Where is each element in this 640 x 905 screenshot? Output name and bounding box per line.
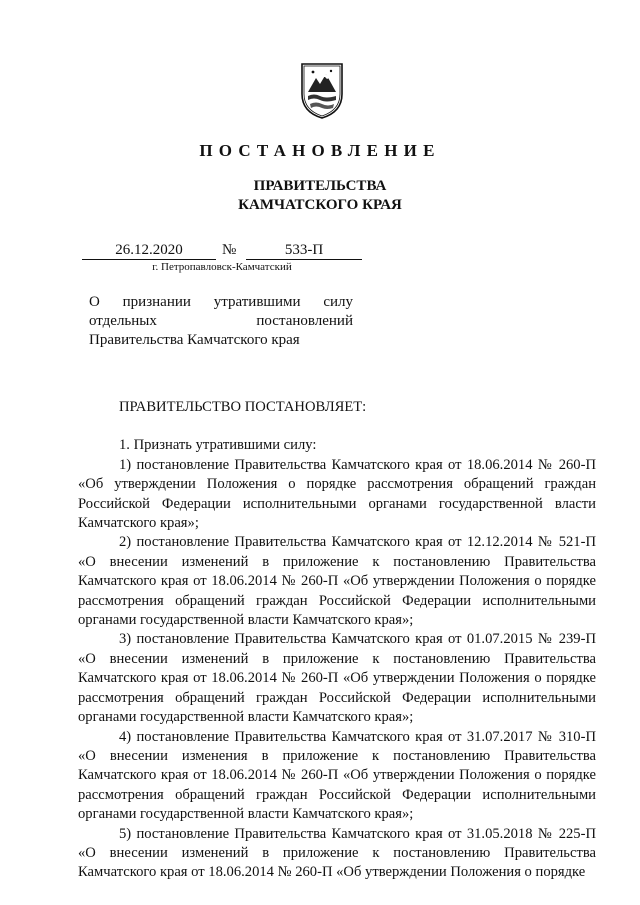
document-subject <box>89 293 353 350</box>
subject-line-3: Правительства Камчатского края <box>89 332 300 348</box>
number-sign: № <box>222 242 237 258</box>
coat-of-arms-icon <box>300 62 344 120</box>
document-number: 533-П <box>246 241 362 260</box>
subitem-3: 3) постановление Правительства Камчатского края от 01.07.2015 № 239-П «О внесении изменений в приложение к постановлению Правительства Камчатского края от 18.06.2014 № 260-П «Об утверждении Положения о порядке рассмотрения обращений граждан Российской Федерации исполнительными органами государственной власти Камчатского края»; <box>78 631 596 726</box>
issuing-authority <box>0 177 640 215</box>
authority-line-2: КАМЧАТСКОГО КРАЯ <box>238 197 402 213</box>
item-1: 1. Признать утратившими силу: <box>119 437 317 454</box>
authority-line-1: ПРАВИТЕЛЬСТВА <box>253 178 387 194</box>
subitem-5: 5) постановление Правительства Камчатского края от 31.05.2018 № 225-П «О внесении изменений в приложение к постановлению Правительства Камчатского края от 18.06.2014 № 260-П «Об утверждении Положения о порядке <box>78 825 596 881</box>
subject-line-2: отдельных постановлений <box>89 313 353 329</box>
subitem-2: 2) постановление Правительства Камчатского края от 12.12.2014 № 521-П «О внесении изменений в приложение к постановлению Правительства Камчатского края от 18.06.2014 № 260-П «Об утверждении Положения о порядке рассмотрения обращений граждан Российской Федерации исполнительными органами государственной власти Камчатского края»; <box>78 534 596 629</box>
preamble: ПРАВИТЕЛЬСТВО ПОСТАНОВЛЯЕТ: <box>119 399 367 415</box>
document-date: 26.12.2020 <box>82 241 216 260</box>
subject-line-1: О признании утратившими силу <box>89 294 353 310</box>
document-title: ПОСТАНОВЛЕНИЕ <box>199 141 441 160</box>
city-label: г. Петропавловск-Камчатский <box>152 261 292 273</box>
document-body <box>78 398 596 883</box>
subitem-4: 4) постановление Правительства Камчатского края от 31.07.2017 № 310-П «О внесении изменения в приложение к постановлению Правительства Камчатского края от 18.06.2014 № 260-П «Об утверждении Положения о порядке рассмотрения обращений граждан Российской Федерации исполнительными органами государственной власти Камчатского края»; <box>78 728 596 823</box>
subitem-1: 1) постановление Правительства Камчатского края от 18.06.2014 № 260-П «Об утверждении Положения о порядке рассмотрения обращений граждан Российской Федерации исполнительными органами государственной власти Камчатского края»; <box>78 456 596 532</box>
